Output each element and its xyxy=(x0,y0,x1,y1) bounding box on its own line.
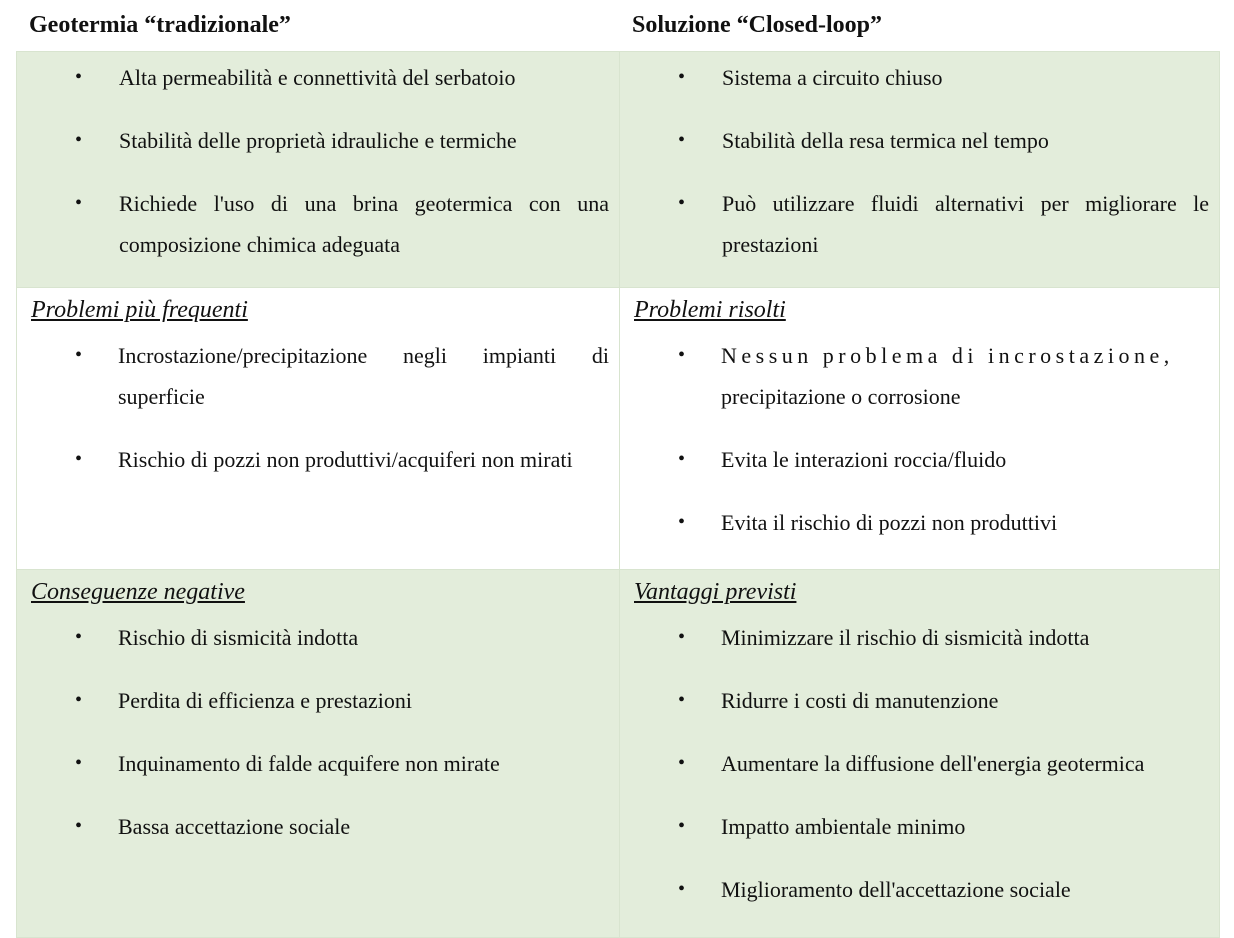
list-item xyxy=(634,183,1209,265)
list-item-text: Rischio di pozzi non produttivi/acquiferi non mirati xyxy=(118,447,573,472)
list-traditional-features xyxy=(31,57,609,265)
list-item-text: Stabilità della resa termica nel tempo xyxy=(722,128,1049,153)
section-title-negative-consequences: Conseguenze negative xyxy=(31,579,245,605)
comparison-table xyxy=(16,51,1220,938)
list-closed-loop-features xyxy=(634,57,1209,265)
list-item-text: Impatto ambientale minimo xyxy=(721,814,966,839)
cell-closed-loop-advantages xyxy=(620,570,1220,938)
list-item xyxy=(634,617,1209,658)
list-item xyxy=(31,617,609,658)
bullet-icon: • xyxy=(678,752,686,774)
bullet-icon: • xyxy=(678,448,686,470)
list-expected-advantages xyxy=(634,617,1209,910)
list-item xyxy=(31,120,609,161)
list-negative-consequences xyxy=(31,617,609,847)
bullet-icon: • xyxy=(75,689,83,711)
list-item xyxy=(634,439,1209,480)
list-item-text: Evita il rischio di pozzi non produttivi xyxy=(721,510,1058,535)
bullet-icon: • xyxy=(678,192,686,214)
list-item xyxy=(634,680,1209,721)
cell-closed-loop-features xyxy=(620,52,1220,288)
list-item-text: Stabilità delle proprietà idrauliche e termiche xyxy=(119,128,517,153)
list-item xyxy=(31,680,609,721)
cell-traditional-problems xyxy=(17,288,620,570)
list-item xyxy=(31,335,609,417)
bullet-icon: • xyxy=(75,344,83,366)
table-row-problems xyxy=(17,288,1220,570)
list-item-text: Perdita di efficienza e prestazioni xyxy=(118,688,413,713)
list-item-text: Bassa accettazione sociale xyxy=(118,814,351,839)
list-item-text: Nessun problema di incrostazione, precipitazione o corrosione xyxy=(721,343,1174,409)
section-title-expected-advantages: Vantaggi previsti xyxy=(634,579,797,605)
list-item xyxy=(634,869,1209,910)
list-item xyxy=(634,335,1209,417)
list-solved-problems xyxy=(634,335,1209,543)
list-frequent-problems xyxy=(31,335,609,480)
bullet-icon: • xyxy=(678,626,686,648)
cell-traditional-features xyxy=(17,52,620,288)
bullet-icon: • xyxy=(75,66,83,88)
bullet-icon: • xyxy=(678,815,686,837)
list-item xyxy=(634,743,1209,784)
bullet-icon: • xyxy=(75,192,83,214)
cell-closed-loop-solved xyxy=(620,288,1220,570)
list-item-text: Richiede l'uso di una brina geotermica con una composizione chimica adeguata xyxy=(119,191,609,257)
bullet-icon: • xyxy=(678,689,686,711)
list-item xyxy=(634,120,1209,161)
list-item-text: Miglioramento dell'accettazione sociale xyxy=(721,877,1071,902)
list-item xyxy=(634,806,1209,847)
bullet-icon: • xyxy=(75,752,83,774)
bullet-icon: • xyxy=(678,878,686,900)
list-item-text: Alta permeabilità e connettività del serbatoio xyxy=(119,65,516,90)
list-item-text: Incrostazione/precipitazione negli impianti di superficie xyxy=(118,343,609,409)
bullet-icon: • xyxy=(75,626,83,648)
column-header-traditional: Geotermia “tradizionale” xyxy=(29,12,291,38)
list-item-text: Può utilizzare fluidi alternativi per migliorare le prestazioni xyxy=(722,191,1209,257)
list-item-text-line: Nessun problema di incrostazione, xyxy=(721,343,1174,368)
table-row-features xyxy=(17,52,1220,288)
list-item xyxy=(31,743,609,784)
list-item-text: Minimizzare il rischio di sismicità indotta xyxy=(721,625,1090,650)
list-item-text: Evita le interazioni roccia/fluido xyxy=(721,447,1007,472)
section-title-frequent-problems: Problemi più frequenti xyxy=(31,297,248,323)
section-title-solved-problems: Problemi risolti xyxy=(634,297,786,323)
bullet-icon: • xyxy=(75,448,83,470)
list-item xyxy=(634,502,1209,543)
bullet-icon: • xyxy=(75,815,83,837)
list-item xyxy=(634,57,1209,98)
list-item-text: Ridurre i costi di manutenzione xyxy=(721,688,999,713)
list-item xyxy=(31,183,609,265)
list-item xyxy=(31,806,609,847)
bullet-icon: • xyxy=(678,129,686,151)
list-item-text: Rischio di sismicità indotta xyxy=(118,625,359,650)
column-header-closed-loop: Soluzione “Closed-loop” xyxy=(632,12,883,38)
bullet-icon: • xyxy=(678,66,686,88)
list-item xyxy=(31,57,609,98)
table-row-consequences xyxy=(17,570,1220,938)
list-item xyxy=(31,439,609,480)
bullet-icon: • xyxy=(75,129,83,151)
list-item-text: Sistema a circuito chiuso xyxy=(722,65,943,90)
bullet-icon: • xyxy=(678,511,686,533)
list-item-text: Inquinamento di falde acquifere non mirate xyxy=(118,751,500,776)
bullet-icon: • xyxy=(678,344,686,366)
list-item-text: Aumentare la diffusione dell'energia geotermica xyxy=(721,751,1145,776)
cell-traditional-consequences xyxy=(17,570,620,938)
